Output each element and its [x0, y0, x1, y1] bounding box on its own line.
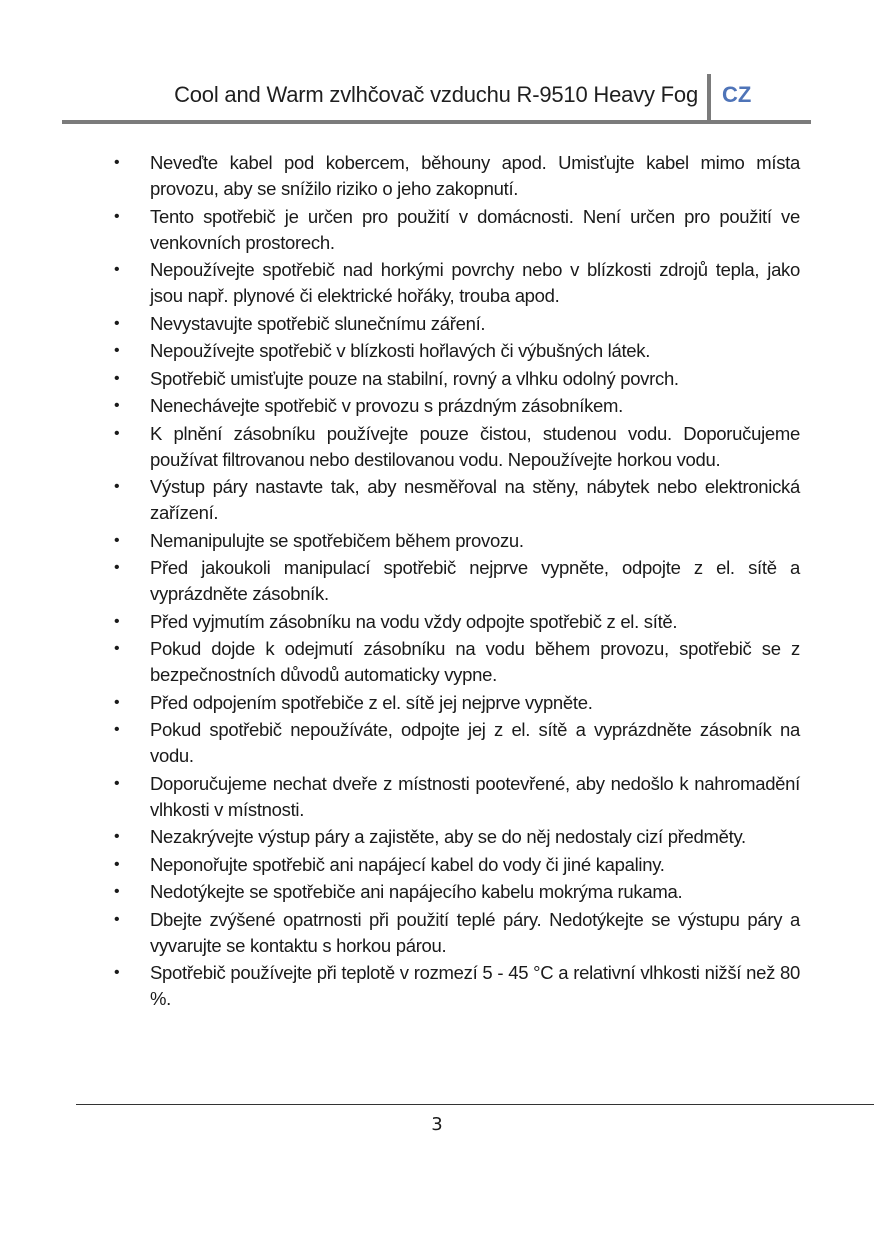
bullet-icon: •	[114, 964, 120, 981]
list-item-text: Nemanipulujte se spotřebičem během provozu.	[150, 529, 524, 551]
list-item	[108, 528, 800, 554]
list-item	[108, 636, 800, 688]
bullet-icon: •	[114, 424, 120, 442]
list-item-text: Před odpojením spotřebiče z el. sítě jej nejprve vypněte.	[150, 691, 593, 713]
list-item-text: Neveďte kabel pod kobercem, běhouny apod. Umisťujte kabel mimo místa provozu, aby se snížilo riziko o jeho zakopnutí.	[150, 152, 800, 199]
bullet-icon: •	[114, 640, 120, 657]
list-item	[108, 150, 800, 202]
bullet-icon: •	[114, 693, 120, 711]
bullet-icon: •	[114, 721, 120, 738]
list-item-text: Tento spotřebič je určen pro použití v domácnosti. Není určen pro použití ve venkovních prostorech.	[150, 205, 800, 253]
list-item-text: Před jakoukoli manipulací spotřebič nejprve vypněte, odpojte z el. sítě a vyprázdněte zásobník.	[150, 557, 800, 604]
bullet-icon: •	[114, 883, 120, 900]
bullet-icon: •	[114, 314, 120, 332]
bullet-icon: •	[114, 397, 120, 414]
header-rule	[62, 120, 811, 124]
footer-rule	[76, 1104, 874, 1105]
bullet-icon: •	[114, 261, 120, 278]
list-item-text: Pokud dojde k odejmutí zásobníku na vodu během provozu, spotřebič se z bezpečnostních důvodů automaticky vypne.	[150, 638, 800, 685]
list-item-text: Nevystavujte spotřebič slunečnímu záření.	[150, 312, 486, 334]
bullet-icon: •	[114, 828, 120, 845]
bullet-icon: •	[114, 910, 120, 928]
list-item-text: Nezakrývejte výstup páry a zajistěte, aby se do něj nedostaly cizí předměty.	[150, 826, 746, 847]
list-item	[108, 852, 800, 878]
list-item	[108, 960, 800, 1012]
list-item	[108, 421, 800, 473]
bullet-icon: •	[114, 478, 120, 495]
list-item-text: Spotřebič umisťujte pouze na stabilní, rovný a vlhku odolný povrch.	[150, 367, 679, 389]
list-item-text: Dbejte zvýšené opatrnosti při použití teplé páry. Nedotýkejte se výstupu páry a vyvarujte se kontaktu s horkou párou.	[150, 908, 800, 956]
list-item	[108, 771, 800, 823]
list-item-text: Nepoužívejte spotřebič v blízkosti hořlavých či výbušných látek.	[150, 340, 651, 361]
list-item-text: Spotřebič používejte při teplotě v rozmezí 5 - 45 °C a relativní vlhkosti nižší než 80 %.	[150, 962, 800, 1009]
list-item	[108, 555, 800, 607]
list-item	[108, 717, 800, 769]
list-item	[108, 366, 800, 392]
list-item	[108, 393, 800, 419]
list-item-text: Pokud spotřebič nepoužíváte, odpojte jej z el. sítě a vyprázdněte zásobník na vodu.	[150, 719, 800, 766]
list-item-text: Výstup páry nastavte tak, aby nesměřoval na stěny, nábytek nebo elektronická zařízení.	[150, 476, 800, 523]
bullet-list	[108, 150, 800, 1012]
list-item	[108, 204, 800, 256]
bullet-icon: •	[114, 559, 120, 576]
list-item-text: Před vyjmutím zásobníku na vodu vždy odpojte spotřebič z el. sítě.	[150, 610, 678, 632]
language-code: CZ	[722, 82, 752, 107]
list-item	[108, 609, 800, 635]
list-item	[108, 907, 800, 959]
document-title: Cool and Warm zvlhčovač vzduchu R-9510 Heavy Fog	[174, 82, 698, 107]
page-header	[0, 72, 874, 124]
list-item-text: Nepoužívejte spotřebič nad horkými povrchy nebo v blízkosti zdrojů tepla, jako jsou např. plynové či elektrické hořáky, trouba apod.	[150, 259, 800, 306]
list-item-text: Nenechávejte spotřebič v provozu s prázdným zásobníkem.	[150, 395, 623, 416]
bullet-icon: •	[114, 369, 120, 387]
safety-instructions	[108, 150, 800, 1014]
page-number: 3	[431, 1114, 443, 1135]
list-item	[108, 338, 800, 364]
list-item	[108, 474, 800, 526]
list-item	[108, 690, 800, 716]
list-item-text: Nedotýkejte se spotřebiče ani napájecího kabelu mokrýma rukama.	[150, 881, 683, 902]
bullet-icon: •	[114, 207, 120, 225]
list-item-text: Neponořujte spotřebič ani napájecí kabel do vody či jiné kapaliny.	[150, 853, 665, 875]
list-item-text: Doporučujeme nechat dveře z místnosti pootevřené, aby nedošlo k nahromadění vlhkosti v místnosti.	[150, 772, 800, 820]
header-separator	[707, 74, 711, 120]
list-item	[108, 257, 800, 309]
bullet-icon: •	[114, 774, 120, 792]
bullet-icon: •	[114, 855, 120, 873]
bullet-icon: •	[114, 531, 120, 549]
list-item-text: K plnění zásobníku používejte pouze čistou, studenou vodu. Doporučujeme používat filtrovanou nebo destilovanou vodu. Nepoužívejte horkou vodu.	[150, 422, 800, 470]
bullet-icon: •	[114, 612, 120, 630]
bullet-icon: •	[114, 342, 120, 359]
list-item	[108, 824, 800, 850]
list-item	[108, 879, 800, 905]
list-item	[108, 311, 800, 337]
bullet-icon: •	[114, 154, 120, 171]
